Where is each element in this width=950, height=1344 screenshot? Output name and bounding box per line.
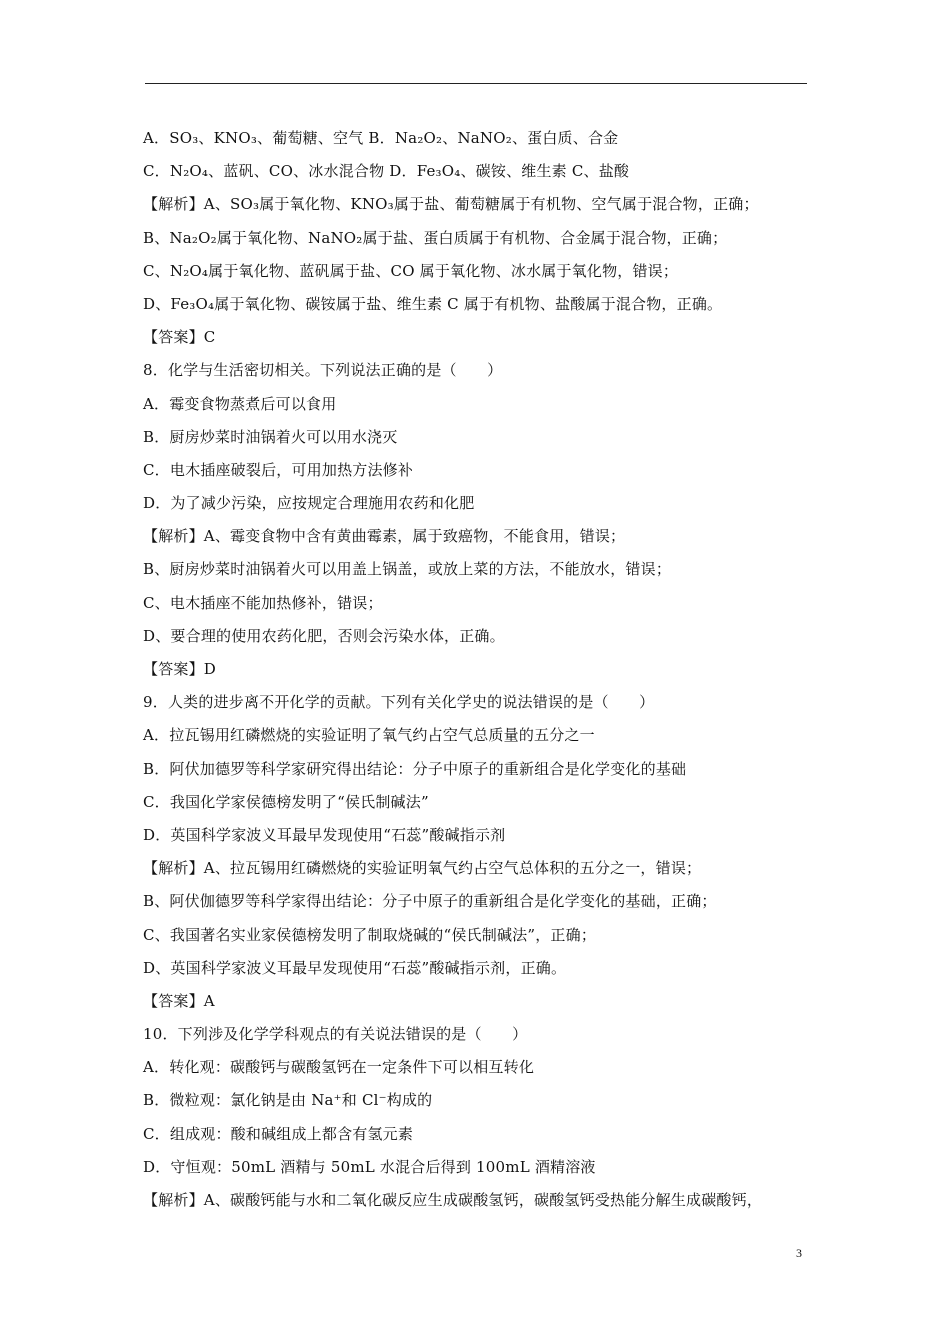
text-line: B、阿伏伽德罗等科学家得出结论：分子中原子的重新组合是化学变化的基础，正确； <box>143 892 717 911</box>
analysis-line: 【解析】A、碳酸钙能与水和二氧化碳反应生成碳酸氢钙，碳酸氢钙受热能分解生成碳酸钙， <box>143 1191 763 1209</box>
text-line: C、我国著名实业家侯德榜发明了制取烧碱的“侯氏制碱法”，正确； <box>143 925 597 944</box>
question-line: 9．人类的进步离不开化学的贡献。下列有关化学史的说法错误的是（ ） <box>143 693 655 712</box>
option-line: B．微粒观：氯化钠是由 Na⁺和 Cl⁻构成的 <box>143 1091 433 1110</box>
text-line: A．SO₃、KNO₃、葡萄糖、空气 B．Na₂O₂、NaNO₂、蛋白质、合金 <box>143 129 619 147</box>
option-line: D．英国科学家波义耳最早发现使用“石蕊”酸碱指示剂 <box>143 825 506 844</box>
option-line: C．电木插座破裂后，可用加热方法修补 <box>143 460 414 479</box>
text-line: C．N₂O₄、蓝矾、CO、冰水混合物 D．Fe₃O₄、碳铵、维生素 C、盐酸 <box>143 162 630 181</box>
option-line: A．转化观：碳酸钙与碳酸氢钙在一定条件下可以相互转化 <box>143 1058 535 1077</box>
text-line: C、电木插座不能加热修补，错误； <box>143 593 383 612</box>
question-line: 10．下列涉及化学学科观点的有关说法错误的是（ ） <box>143 1025 528 1044</box>
option-line: A．霉变食物蒸煮后可以食用 <box>143 394 337 413</box>
question-line: 8．化学与生活密切相关。下列说法正确的是（ ） <box>143 361 503 380</box>
answer-line: 【答案】C <box>143 328 216 347</box>
answer-line: 【答案】A <box>143 991 215 1010</box>
option-line: D．守恒观：50mL 酒精与 50mL 水混合后得到 100mL 酒精溶液 <box>143 1157 596 1176</box>
text-line: D、Fe₃O₄属于氧化物、碳铵属于盐、维生素 C 属于有机物、盐酸属于混合物，正确。 <box>143 294 723 313</box>
option-line: C．组成观：酸和碱组成上都含有氢元素 <box>143 1124 414 1143</box>
text-line: D、英国科学家波义耳最早发现使用“石蕊”酸碱指示剂，正确。 <box>143 958 567 977</box>
option-line: D．为了减少污染，应按规定合理施用农药和化肥 <box>143 494 475 513</box>
text-line: B、厨房炒菜时油锅着火可以用盖上锅盖，或放上菜的方法，不能放水，错误； <box>143 560 672 579</box>
text-line: D、要合理的使用农药化肥，否则会污染水体，正确。 <box>143 626 505 645</box>
text-line: 【解析】A、SO₃属于氧化物、KNO₃属于盐、葡萄糖属于有机物、空气属于混合物，正确； <box>143 195 759 214</box>
answer-line: 【答案】D <box>143 660 217 678</box>
document-body <box>143 122 823 1217</box>
option-line: C．我国化学家侯德榜发明了“侯氏制碱法” <box>143 792 429 811</box>
option-line: B．厨房炒菜时油锅着火可以用水浇灭 <box>143 427 398 446</box>
option-line: A．拉瓦锡用红磷燃烧的实验证明了氧气约占空气总质量的五分之一 <box>143 726 595 745</box>
header-rule <box>145 83 807 84</box>
analysis-line: 【解析】A、拉瓦锡用红磷燃烧的实验证明氧气约占空气总体积的五分之一，错误； <box>143 859 702 878</box>
page-number: 3 <box>796 1246 802 1260</box>
text-line: C、N₂O₄属于氧化物、蓝矾属于盐、CO 属于氧化物、冰水属于氧化物，错误； <box>143 261 679 280</box>
option-line: B．阿伏加德罗等科学家研究得出结论：分子中原子的重新组合是化学变化的基础 <box>143 759 687 778</box>
analysis-line: 【解析】A、霉变食物中含有黄曲霉素，属于致癌物，不能食用，错误； <box>143 527 626 546</box>
text-line: B、Na₂O₂属于氧化物、NaNO₂属于盐、蛋白质属于有机物、合金属于混合物，正确； <box>143 228 728 247</box>
